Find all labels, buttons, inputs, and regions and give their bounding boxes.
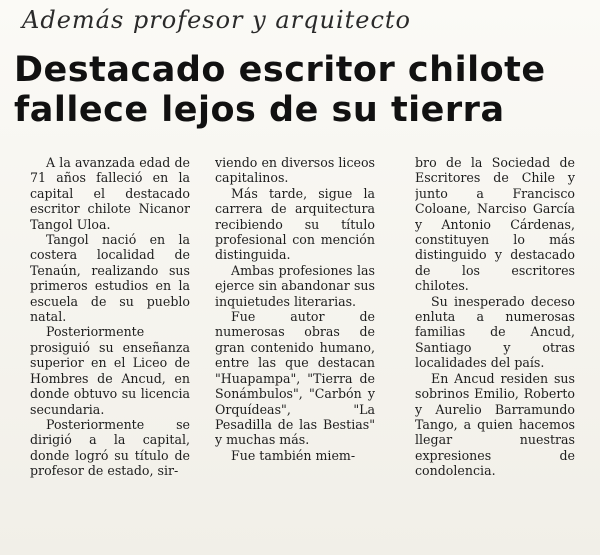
paragraph: Tangol nació en la costera localidad de Tenaún, realizando sus primeros estudios en la escuela de su pueblo natal.: [30, 232, 190, 325]
paragraph: En Ancud residen sus sobrinos Emilio, Roberto y Aurelio Barramundo Tango, a quien hacemos llegar nuestras expresiones de condolencia.: [415, 370, 575, 479]
article-body: [30, 155, 590, 550]
headline: [14, 50, 594, 130]
kicker-subtitle: Además profesor y arquitecto: [22, 6, 411, 34]
paragraph: Más tarde, sigue la carrera de arquitectura recibiendo su título profesional con mención distinguida.: [215, 185, 375, 263]
paragraph: A la avanzada edad de 71 años falleció en la capital el destacado escritor chilote Nicanor Tangol Uloa.: [30, 155, 190, 232]
headline-line-1: Destacado escritor chilote: [14, 50, 546, 90]
headline-line-2: fallece lejos de su tierra: [14, 90, 505, 130]
paragraph: Fue autor de numerosas obras de gran contenido humano, entre las que destacan "Huapampa", "Tierra de Sonámbulos", "Carbón y Orquídeas", "La Pesadilla de las Bestias" y muchas más.: [215, 309, 375, 448]
paragraph: Fue también miem-: [231, 447, 356, 463]
paragraph: Posteriormente prosiguió su enseñanza superior en el Liceo de Hombres de Ancud, en donde obtuvo su licencia secundaria.: [30, 324, 190, 417]
paragraph: viendo en diversos liceos capitalinos.: [215, 155, 375, 186]
article-column-2: [215, 155, 375, 550]
paragraph: Ambas profesiones las ejerce sin abandonar sus inquietudes literarias.: [215, 262, 375, 309]
paragraph: Su inesperado deceso enluta a numerosas familias de Ancud, Santiago y otras localidades del país.: [415, 293, 575, 371]
paragraph: bro de la Sociedad de Escritores de Chile y junto a Francisco Coloane, Narciso García y Antonio Cárdenas, constituyen lo más distinguido y destacado de los escritores chilotes.: [415, 155, 575, 294]
article-column-1: [30, 155, 190, 550]
article-column-3: [415, 155, 575, 550]
paragraph: Posteriormente se dirigió a la capital, donde logró su título de profesor de estado, sir-: [30, 416, 190, 479]
